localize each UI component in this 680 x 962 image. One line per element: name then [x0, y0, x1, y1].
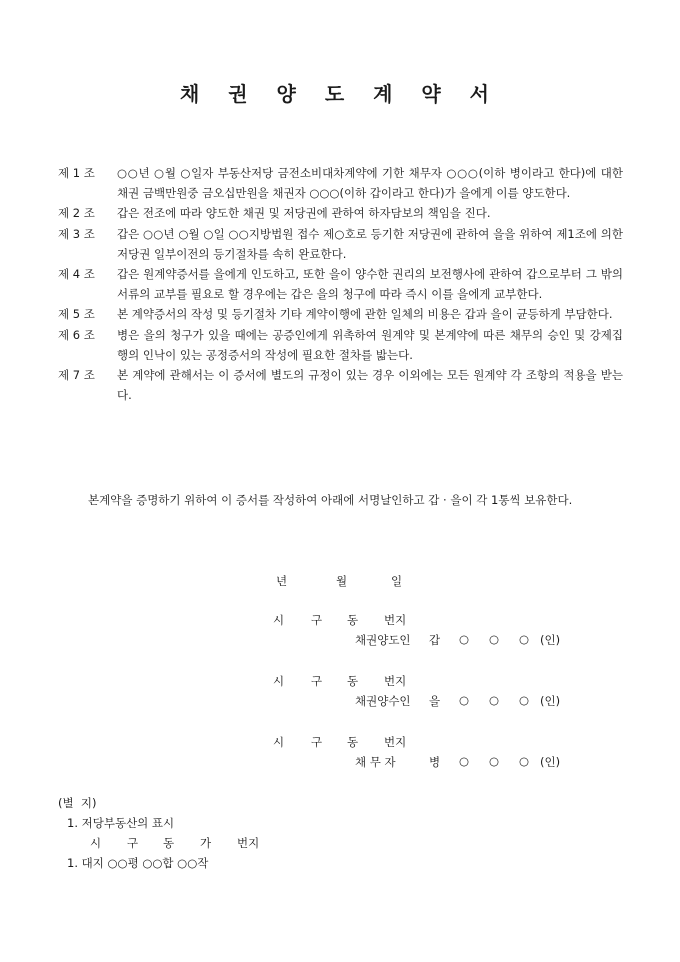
article-7	[58, 365, 623, 405]
address-beonji: 번지	[384, 613, 407, 627]
article-text: 갑은 원계약증서를 을에게 인도하고, 또한 을이 양수한 권리의 보전행사에 관하여 갑으로부터 그 밖의 서류의 교부를 필요로 할 경우에는 갑은 을의 청구에 따라 즉시 이를 을에게 교부한다.	[117, 267, 623, 302]
article-6	[58, 325, 623, 365]
article-text: 갑은 ○○년 ○월 ○일 ○○지방법원 접수 제○호로 등기한 저당권에 관하여 을을 위하여 제1조에 의한 저당권 일부이전의 등기절차를 속히 완료한다.	[117, 226, 623, 261]
party-name: 병	[429, 755, 441, 769]
address-beonji: 번지	[237, 836, 260, 850]
party-name: 을	[429, 694, 441, 708]
name-placeholder: ○	[519, 754, 530, 768]
address-gu: 구	[311, 674, 323, 688]
address-dong: 동	[347, 613, 359, 627]
seal-mark: (인)	[540, 633, 561, 647]
address-dong: 동	[347, 674, 359, 688]
article-label: 제 2 조	[58, 206, 95, 221]
date-year: 년	[276, 574, 288, 588]
name-placeholder: ○	[489, 754, 500, 768]
name-placeholder: ○	[519, 632, 530, 646]
article-text: 갑은 전조에 따라 양도한 채권 및 저당권에 관하여 하자담보의 책임을 진다.	[117, 206, 491, 221]
address-beonji: 번지	[384, 674, 407, 688]
address-gu: 구	[311, 735, 323, 749]
party-role: 채 무 자	[355, 755, 396, 769]
appendix-heading: (별 지)	[58, 796, 97, 810]
address-dong: 동	[163, 836, 175, 850]
date-day: 일	[391, 574, 403, 588]
article-label: 제 4 조	[58, 267, 95, 282]
name-placeholder: ○	[459, 754, 470, 768]
appendix-item-land: 1. 대지 ○○평 ○○합 ○○작	[67, 856, 209, 870]
name-placeholder: ○	[489, 693, 500, 707]
article-2	[58, 203, 623, 223]
name-placeholder: ○	[489, 632, 500, 646]
article-text: 본 계약에 관해서는 이 증서에 별도의 규정이 있는 경우 이외에는 모든 원계약 각 조항의 적용을 받는다.	[117, 368, 623, 403]
article-label: 제 7 조	[58, 368, 95, 383]
party-role: 채권양수인	[355, 694, 411, 708]
address-ga: 가	[200, 836, 212, 850]
document-title: 채 권 양 도 계 약 서	[179, 82, 501, 106]
closing-statement: 본계약을 증명하기 위하여 이 증서를 작성하여 아래에 서명날인하고 갑 · 을이 각 1통씩 보유한다.	[88, 493, 573, 507]
name-placeholder: ○	[459, 632, 470, 646]
party-role: 채권양도인	[355, 633, 411, 647]
address-si: 시	[90, 836, 102, 850]
article-label: 제 1 조	[58, 166, 95, 180]
article-label: 제 3 조	[58, 226, 95, 241]
name-placeholder: ○	[459, 693, 470, 707]
article-label: 제 6 조	[58, 327, 95, 342]
appendix-item-property: 1. 저당부동산의 표시	[67, 816, 175, 830]
seal-mark: (인)	[540, 755, 561, 769]
article-text: ○○년 ○월 ○일자 부동산저당 금전소비대차계약에 기한 채무자 ○○○(이하 병이라고 한다)에 대한 채권 금백만원중 금오십만원을 채권자 ○○○(이하 갑이라고 한다)가 을에게 이를 양도한다.	[117, 166, 623, 201]
article-label: 제 5 조	[58, 307, 95, 322]
name-placeholder: ○	[519, 693, 530, 707]
address-gu: 구	[311, 613, 323, 627]
address-gu: 구	[127, 836, 139, 850]
article-text: 본 계약증서의 작성 및 등기절차 기타 계약이행에 관한 일체의 비용은 갑과 을이 균등하게 부담한다.	[117, 307, 613, 322]
address-dong: 동	[347, 735, 359, 749]
address-si: 시	[273, 613, 285, 627]
article-text: 병은 을의 청구가 있을 때에는 공증인에게 위촉하여 원계약 및 본계약에 따른 채무의 승인 및 강제집행의 인낙이 있는 공정증서의 작성에 필요한 절차를 밟는다.	[117, 327, 623, 362]
article-4	[58, 264, 623, 304]
article-1	[58, 163, 623, 203]
address-beonji: 번지	[384, 735, 407, 749]
party-name: 갑	[429, 633, 441, 647]
article-list	[58, 163, 623, 405]
date-month: 월	[336, 574, 348, 588]
address-si: 시	[273, 735, 285, 749]
article-3	[58, 224, 623, 264]
address-si: 시	[273, 674, 285, 688]
seal-mark: (인)	[540, 694, 561, 708]
article-5	[58, 304, 623, 324]
